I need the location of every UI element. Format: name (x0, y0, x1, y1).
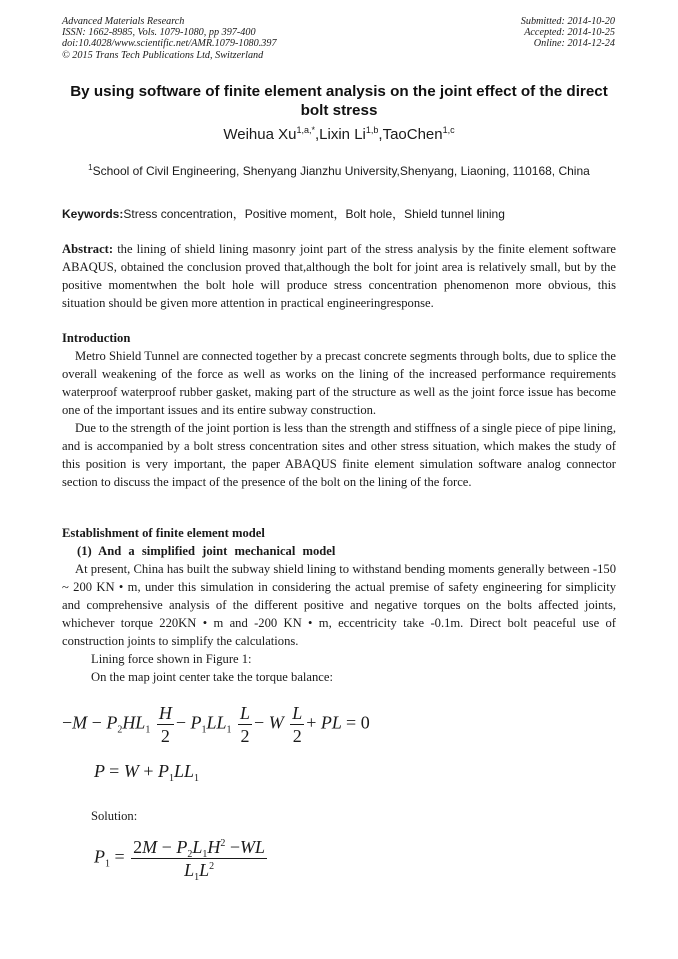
author-affil-mark: 1,b (365, 125, 379, 135)
author-list: Weihua $Xu^{1,a,*},Lixin$ Li$^{1,b}$,TaoChen$^{1,c}$ (223, 125, 455, 143)
equation-torque-balance: $-M - P_2HL_1$ $\frac{H}{2}$ − $P_1LL_1$ $\frac{L}{2}$ − W $\frac{L}{2}$ + PL = 0 (62, 703, 370, 746)
keywords-label: Keywords: (62, 207, 124, 221)
abstract-text: the lining of shield lining masonry joint part of the stress analysis by the finite element software ABAQUS, obtained the conclusion proved that,although the bolt for joint area is relatively small, but by the positive momentwhen the bolt hole will produce stress concentration phenomenon more obvious, this situation should be given more attention in practical engineeringresponse. (62, 242, 617, 310)
author-name: Weihua Xu (223, 126, 297, 143)
journal-info (62, 16, 277, 61)
submission-dates (521, 16, 615, 50)
journal-copyright: © 2015 Trans Tech Publications Ltd, Switzerland (62, 49, 264, 61)
affiliation (62, 163, 616, 179)
introduction-paragraph-1: Metro Shield Tunnel are connected together by a precast concrete segments through bolts, due to splice the overall weakening of the force as well as works on the lining of the increased performance requirements waterproof waterproof rubber gasket, making part of the structure as well as the joint force issue has become one of the important issues and its entire subway construction. (62, 349, 616, 417)
accepted-date: Accepted: 2014-10-25 (524, 27, 615, 39)
affiliation-text: School of Civil Engineering, Shenyang Jianzhu University,Shenyang, Liaoning, 110168, China (92, 164, 590, 178)
author-name: Lixin Li (319, 126, 366, 143)
keywords-text: Stress concentration，Positive moment，Bolt hole，Shield tunnel lining (123, 207, 505, 221)
journal-name: Advanced Materials Research (62, 16, 185, 27)
section-heading-establishment: Establishment of finite element model (62, 526, 265, 540)
section-heading-introduction: Introduction (62, 331, 131, 345)
abstract (62, 240, 616, 312)
subsection-heading: (1) And a simplified joint mechanical model (77, 544, 336, 558)
abstract-label: Abstract: (62, 242, 114, 256)
journal-issn: ISSN: 1662-8985, Vols. 1079-1080, pp 397-400 (62, 27, 256, 39)
torque-balance-line: On the map joint center take the torque balance: (91, 670, 333, 684)
keywords (62, 206, 616, 222)
affiliation-mark: 1 (88, 163, 93, 172)
establishment-paragraph-1: At present, China has built the subway shield lining to withstand bending moments generally between -150 ~ 200 KN • m, under this simulation in considering the actual premise of safety engineering for simplicity and comprehensive analysis of the different positive and negative torques on the bolts affected joints, whichever torque 220KN • m and -200 KN • m, eccentricity take -0.1m. Direct bolt peaceful use of construction joints to simplify the calculations. (62, 562, 616, 648)
online-date: Online: 2014-12-24 (533, 38, 615, 50)
figure-reference-line: Lining force shown in Figure 1: (91, 652, 252, 666)
author-affil-mark: 1,c (442, 125, 455, 135)
equation-force-balance: $P = W + P_1LL_1$ (94, 761, 200, 784)
submitted-date: Submitted: 2014-10-20 (520, 16, 615, 27)
author-name: TaoChen (382, 126, 443, 143)
journal-doi[interactable]: doi:10.4028/www.scientific.net/AMR.1079-1080.397 (62, 38, 277, 50)
introduction-paragraph-2: Due to the strength of the joint portion is less than the strength and stiffness of a single piece of pipe lining, and is accompanied by a bolt stress concentration sites and other stress situation, which makes the study of this position is very important, the paper ABAQUS finite element simulation software analog connector section to discuss the impact of the presence of the bolt on the lining of the force. (62, 421, 616, 489)
equation-solution: $P_1$ = $\frac{2M - P_2L_1H^2 -WL}{L_1L^2}$ (94, 837, 265, 883)
author-affil-mark: 1,a,* (296, 125, 315, 135)
paper-title: By using software of finite element analysis on the joint effect of the direct bolt stress (70, 83, 608, 119)
solution-label: Solution: (91, 809, 138, 823)
